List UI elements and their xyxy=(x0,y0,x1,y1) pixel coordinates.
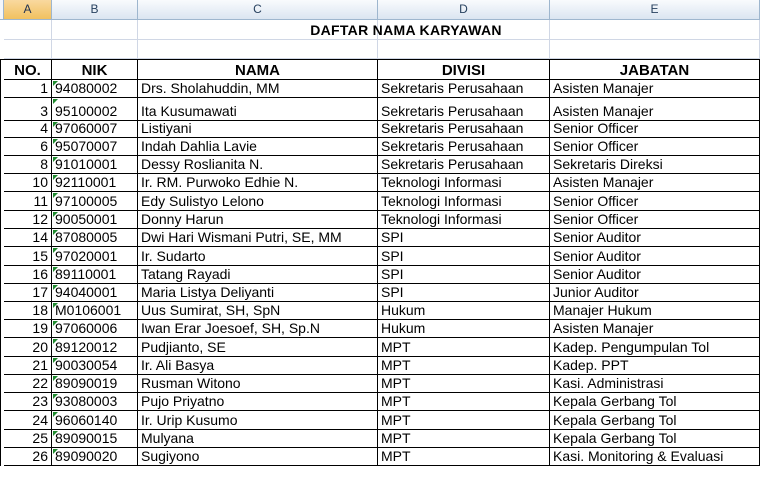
error-indicator-icon xyxy=(53,449,58,454)
cell-nik[interactable] xyxy=(52,156,138,174)
cell-text: 89090019 xyxy=(55,375,118,391)
cell-text: Teknologi Informasi xyxy=(381,174,502,190)
cell-text: Maria Listya Deliyanti xyxy=(141,284,275,300)
cell-text: Kepala Gerbang Tol xyxy=(553,430,677,446)
cell-text: 12 xyxy=(32,211,48,227)
cell-text: 96060140 xyxy=(55,412,118,428)
cell-text: Senior Auditor xyxy=(553,266,641,282)
cell-jabatan[interactable] xyxy=(550,448,760,466)
cell-jabatan[interactable] xyxy=(550,375,760,393)
cell-no[interactable] xyxy=(4,247,52,266)
cell-divisi[interactable] xyxy=(378,338,550,357)
cell-jabatan[interactable] xyxy=(550,138,760,156)
table-row xyxy=(0,357,760,375)
table-row xyxy=(0,284,760,302)
cell-text: 17 xyxy=(32,284,48,300)
cell-text: SPI xyxy=(381,284,404,300)
cell[interactable] xyxy=(550,40,760,59)
cell-divisi[interactable] xyxy=(378,121,550,138)
header-jabatan[interactable]: JABATAN xyxy=(550,60,760,80)
cell-text: 92110001 xyxy=(55,174,117,190)
cell-text: 8 xyxy=(40,156,48,172)
cell-text: Ir. Urip Kusumo xyxy=(141,412,238,428)
cell-text: 11 xyxy=(33,193,48,209)
error-indicator-icon xyxy=(53,376,58,381)
cell-no[interactable] xyxy=(4,338,52,357)
cell-nik[interactable] xyxy=(52,247,138,266)
table-row xyxy=(0,320,760,338)
cell-text: 14 xyxy=(32,229,48,245)
cell-text: 19 xyxy=(32,320,48,336)
cell-no[interactable] xyxy=(4,174,52,192)
cell[interactable] xyxy=(52,40,138,59)
table-row xyxy=(0,302,760,320)
cell-nik[interactable] xyxy=(52,266,138,284)
cell-no[interactable] xyxy=(4,211,52,229)
header-divisi[interactable]: DIVISI xyxy=(378,60,550,80)
cell-nik[interactable] xyxy=(52,284,138,302)
cell-text: Pudjianto, SE xyxy=(141,339,226,355)
cell-nama[interactable] xyxy=(138,174,378,192)
column-header-d[interactable]: D xyxy=(378,0,550,20)
cell-text: Kasi. Monitoring & Evaluasi xyxy=(553,448,724,464)
cell-divisi[interactable] xyxy=(378,266,550,284)
cell[interactable] xyxy=(4,40,52,59)
table-row xyxy=(0,192,760,211)
cell-text: Tatang Rayadi xyxy=(141,266,231,282)
error-indicator-icon xyxy=(53,139,58,144)
cell-text: SPI xyxy=(381,248,404,264)
cell-text: 4 xyxy=(40,121,48,136)
cell-text: Dessy Roslianita N. xyxy=(141,156,264,172)
cell-text: 1 xyxy=(40,80,48,96)
cell-text: Asisten Manajer xyxy=(553,80,654,96)
cell-nama[interactable] xyxy=(138,375,378,393)
cell-text: 26 xyxy=(32,448,48,464)
cell-text: 97060006 xyxy=(55,320,118,336)
cell-jabatan[interactable] xyxy=(550,98,760,121)
cell-text: 22 xyxy=(32,375,48,391)
header-nama[interactable]: NAMA xyxy=(138,60,378,80)
cell-text: MPT xyxy=(381,357,411,373)
cell-text: Asisten Manajer xyxy=(553,174,654,190)
error-indicator-icon xyxy=(53,157,58,162)
cell-divisi[interactable] xyxy=(378,156,550,174)
cell-text: 21 xyxy=(32,357,48,373)
cell-no[interactable] xyxy=(4,80,52,98)
cell-text: 90030054 xyxy=(55,357,118,373)
cell-text: Junior Auditor xyxy=(553,284,639,300)
cell-no[interactable] xyxy=(4,375,52,393)
cell-divisi[interactable] xyxy=(378,375,550,393)
column-header-b[interactable]: B xyxy=(52,0,138,20)
cell-jabatan[interactable] xyxy=(550,174,760,192)
cell-text: Ita Kusumawati xyxy=(141,103,237,119)
cell-text: Senior Officer xyxy=(553,138,639,154)
cell-text: 94080002 xyxy=(55,80,118,96)
cell-text: MPT xyxy=(381,339,411,355)
cell-nik[interactable] xyxy=(52,411,138,430)
cell-text: Senior Auditor xyxy=(553,248,641,264)
cell-jabatan[interactable] xyxy=(550,430,760,448)
cell-nama[interactable] xyxy=(138,357,378,375)
cell-nama[interactable] xyxy=(138,98,378,121)
error-indicator-icon xyxy=(53,394,58,399)
cell-text: Sekretaris Direksi xyxy=(553,156,663,172)
cell-text: Ir. Sudarto xyxy=(141,248,206,264)
cell-text: 95100002 xyxy=(55,103,118,119)
cell-text: Asisten Manajer xyxy=(553,320,654,336)
cell-text: Senior Officer xyxy=(553,121,639,136)
error-indicator-icon xyxy=(53,303,58,308)
cell-no[interactable] xyxy=(4,98,52,121)
header-no[interactable]: NO. xyxy=(4,60,52,80)
cell-text: 90050001 xyxy=(55,211,118,227)
cell-divisi[interactable] xyxy=(378,229,550,247)
error-indicator-icon xyxy=(53,193,58,198)
cell-text: Senior Officer xyxy=(553,211,639,227)
title-row xyxy=(0,20,760,40)
cell-text: 87080005 xyxy=(55,229,118,245)
column-header-e[interactable]: E xyxy=(550,0,760,20)
cell-text: Sekretaris Perusahaan xyxy=(381,138,524,154)
error-indicator-icon xyxy=(53,358,58,363)
cell-text: Teknologi Informasi xyxy=(381,211,502,227)
cell-no[interactable] xyxy=(4,393,52,411)
cell-text: Teknologi Informasi xyxy=(381,193,502,209)
cell-text: MPT xyxy=(381,448,411,464)
cell-text: MPT xyxy=(381,430,411,446)
cell-no[interactable] xyxy=(4,430,52,448)
cell-jabatan[interactable] xyxy=(550,211,760,229)
cell-jabatan[interactable] xyxy=(550,121,760,138)
cell-nama[interactable] xyxy=(138,448,378,466)
cell-nama[interactable] xyxy=(138,211,378,229)
cell-nama[interactable] xyxy=(138,80,378,98)
cell-text: 15 xyxy=(32,248,48,264)
cell-text: Listiyani xyxy=(141,121,192,136)
table-row xyxy=(0,266,760,284)
cell-text: 91010001 xyxy=(55,156,118,172)
cell-nama[interactable] xyxy=(138,229,378,247)
cell-no[interactable] xyxy=(4,121,52,138)
cell-text: Mulyana xyxy=(141,430,194,446)
table-row xyxy=(0,80,760,98)
cell-text: Asisten Manajer xyxy=(553,103,654,119)
cell-nama[interactable] xyxy=(138,138,378,156)
error-indicator-icon xyxy=(53,122,58,127)
table-row xyxy=(0,448,760,466)
error-indicator-icon xyxy=(53,285,58,290)
cell-nama[interactable] xyxy=(138,411,378,430)
cell-text: 95070007 xyxy=(55,138,118,154)
cell-text: 16 xyxy=(32,266,48,282)
cell-text: 93080003 xyxy=(55,393,118,409)
cell-nama[interactable] xyxy=(138,302,378,320)
cell-divisi[interactable] xyxy=(378,302,550,320)
cell-text: 18 xyxy=(32,302,48,318)
cell-text: 10 xyxy=(32,174,48,190)
cell-jabatan[interactable] xyxy=(550,411,760,430)
cell-jabatan[interactable] xyxy=(550,266,760,284)
column-header-c[interactable]: C xyxy=(138,0,378,20)
cell-text: 89120012 xyxy=(55,339,118,355)
error-indicator-icon xyxy=(53,212,58,217)
cell-nik[interactable] xyxy=(52,357,138,375)
cell-nama[interactable] xyxy=(138,284,378,302)
cell-text: Kadep. PPT xyxy=(553,357,629,373)
cell-text: Iwan Erar Joesoef, SH, Sp.N xyxy=(141,320,320,336)
cell-text: Donny Harun xyxy=(141,211,224,227)
spacer-row xyxy=(0,40,760,59)
cell-no[interactable] xyxy=(4,138,52,156)
cell-text: 24 xyxy=(32,412,48,428)
cell-text: SPI xyxy=(381,229,404,245)
cell-text: MPT xyxy=(381,412,411,428)
cell-text: Senior Auditor xyxy=(553,229,641,245)
cell-nik[interactable] xyxy=(52,174,138,192)
cell-nama[interactable] xyxy=(138,338,378,357)
cell-nama[interactable] xyxy=(138,192,378,211)
cell-text: Drs. Sholahuddin, MM xyxy=(141,80,280,96)
cell-nama[interactable] xyxy=(138,247,378,266)
table-row xyxy=(0,138,760,156)
cell-text: 23 xyxy=(32,393,48,409)
cell-divisi[interactable] xyxy=(378,430,550,448)
cell-jabatan[interactable] xyxy=(550,393,760,411)
cell-nik[interactable] xyxy=(52,338,138,357)
cell-divisi[interactable] xyxy=(378,393,550,411)
cell-text: SPI xyxy=(381,266,404,282)
cell-text: Sekretaris Perusahaan xyxy=(381,103,524,119)
column-header-a[interactable]: A xyxy=(4,0,52,20)
cell-divisi[interactable] xyxy=(378,211,550,229)
cell-nik[interactable] xyxy=(52,80,138,98)
error-indicator-icon xyxy=(53,230,58,235)
cell-divisi[interactable] xyxy=(378,192,550,211)
cell-no[interactable] xyxy=(4,266,52,284)
cell-no[interactable] xyxy=(4,302,52,320)
cell-nama[interactable] xyxy=(138,320,378,338)
error-indicator-icon xyxy=(53,267,58,272)
cell-text: Kepala Gerbang Tol xyxy=(553,393,677,409)
cell-nama[interactable] xyxy=(138,121,378,138)
cell-nama[interactable] xyxy=(138,266,378,284)
cell-text: 89090020 xyxy=(55,448,118,464)
cell-jabatan[interactable] xyxy=(550,338,760,357)
cell-no[interactable] xyxy=(4,411,52,430)
cell-nik[interactable] xyxy=(52,448,138,466)
table-row xyxy=(0,229,760,247)
cell-no[interactable] xyxy=(4,284,52,302)
table-row xyxy=(0,393,760,411)
cell-text: Indah Dahlia Lavie xyxy=(141,138,257,154)
cell-text: Sekretaris Perusahaan xyxy=(381,80,524,96)
cell-text: Edy Sulistyo Lelono xyxy=(141,193,264,209)
cell-nik[interactable] xyxy=(52,98,138,121)
column-header-row xyxy=(0,0,760,20)
table-row xyxy=(0,156,760,174)
cell-no[interactable] xyxy=(4,320,52,338)
cell-text: Kasi. Administrasi xyxy=(553,375,664,391)
cell-text: 97060007 xyxy=(55,121,118,136)
cell-text: Sugiyono xyxy=(141,448,200,464)
cell-divisi[interactable] xyxy=(378,98,550,121)
cell-text: Hukum xyxy=(381,302,426,318)
cell-text: MPT xyxy=(381,393,411,409)
cell-nik[interactable] xyxy=(52,375,138,393)
cell-divisi[interactable] xyxy=(378,80,550,98)
cell-nik[interactable] xyxy=(52,138,138,156)
cell-nama[interactable] xyxy=(138,430,378,448)
cell-text: Kadep. Pengumpulan Tol xyxy=(553,339,710,355)
cell-divisi[interactable] xyxy=(378,320,550,338)
cell-divisi[interactable] xyxy=(378,174,550,192)
cell-jabatan[interactable] xyxy=(550,302,760,320)
cell-text: Sekretaris Perusahaan xyxy=(381,156,524,172)
error-indicator-icon xyxy=(53,175,58,180)
cell-text: Sekretaris Perusahaan xyxy=(381,121,524,136)
table-row xyxy=(0,174,760,192)
error-indicator-icon xyxy=(53,431,58,436)
error-indicator-icon xyxy=(53,81,58,86)
cell-jabatan[interactable] xyxy=(550,357,760,375)
cell-divisi[interactable] xyxy=(378,284,550,302)
cell-text: 89110001 xyxy=(55,266,117,282)
cell-no[interactable] xyxy=(4,229,52,247)
error-indicator-icon xyxy=(53,321,58,326)
cell-text: Uus Sumirat, SH, SpN xyxy=(141,302,281,318)
cell-text: Senior Officer xyxy=(553,193,639,209)
table-row xyxy=(0,375,760,393)
cell-text: Kepala Gerbang Tol xyxy=(553,412,677,428)
cell-divisi[interactable] xyxy=(378,247,550,266)
cell-nik[interactable] xyxy=(52,320,138,338)
cell-nik[interactable] xyxy=(52,393,138,411)
cell-text: 97100005 xyxy=(55,193,118,209)
cell-jabatan[interactable] xyxy=(550,156,760,174)
error-indicator-icon xyxy=(53,412,58,417)
table-row xyxy=(0,411,760,430)
cell-divisi[interactable] xyxy=(378,138,550,156)
cell-divisi[interactable] xyxy=(378,448,550,466)
cell-jabatan[interactable] xyxy=(550,192,760,211)
cell-text: MPT xyxy=(381,375,411,391)
cell[interactable] xyxy=(378,40,550,59)
table-row xyxy=(0,247,760,266)
error-indicator-icon xyxy=(53,248,58,253)
cell-nama[interactable] xyxy=(138,393,378,411)
cell-text: M0106001 xyxy=(55,302,122,318)
cell-text: 6 xyxy=(40,138,48,154)
cell-text: 94040001 xyxy=(55,284,118,300)
cell-divisi[interactable] xyxy=(378,411,550,430)
cell-text: 97020001 xyxy=(55,248,118,264)
table-row xyxy=(0,338,760,357)
cell-text: 3 xyxy=(40,103,48,119)
sheet-title[interactable]: DAFTAR NAMA KARYAWAN xyxy=(310,22,502,38)
cell-nama[interactable] xyxy=(138,156,378,174)
cell-text: Pujo Priyatno xyxy=(141,393,225,409)
cell-nik[interactable] xyxy=(52,302,138,320)
cell-no[interactable] xyxy=(4,357,52,375)
cell-divisi[interactable] xyxy=(378,357,550,375)
cell-nik[interactable] xyxy=(52,211,138,229)
cell-jabatan[interactable] xyxy=(550,247,760,266)
cell-no[interactable] xyxy=(4,156,52,174)
cell-text: Ir. RM. Purwoko Edhie N. xyxy=(141,174,299,190)
cell-nik[interactable] xyxy=(52,229,138,247)
table-row xyxy=(0,211,760,229)
cell-text: Hukum xyxy=(381,320,426,336)
cell-jabatan[interactable] xyxy=(550,320,760,338)
cell-jabatan[interactable] xyxy=(550,284,760,302)
header-nik[interactable]: NIK xyxy=(52,60,138,80)
cell-text: 89090015 xyxy=(55,430,118,446)
cell-nik[interactable] xyxy=(52,430,138,448)
cell-text: Manajer Hukum xyxy=(553,302,652,318)
cell-text: 20 xyxy=(32,339,48,355)
cell[interactable] xyxy=(138,40,378,59)
table-row xyxy=(0,430,760,448)
cell-no[interactable] xyxy=(4,448,52,466)
cell-text: Dwi Hari Wismani Putri, SE, MM xyxy=(141,229,342,245)
cell-nik[interactable] xyxy=(52,121,138,138)
cell-nik[interactable] xyxy=(52,192,138,211)
cell-no[interactable] xyxy=(4,192,52,211)
error-indicator-icon xyxy=(53,339,58,344)
cell-text: 25 xyxy=(32,430,48,446)
cell-text: Rusman Witono xyxy=(141,375,241,391)
table-row xyxy=(0,98,760,121)
cell-jabatan[interactable] xyxy=(550,229,760,247)
table-row xyxy=(0,121,760,138)
table-header-row xyxy=(0,59,760,80)
cell-text: Ir. Ali Basya xyxy=(141,357,215,373)
error-indicator-icon xyxy=(53,99,58,104)
cell-jabatan[interactable] xyxy=(550,80,760,98)
